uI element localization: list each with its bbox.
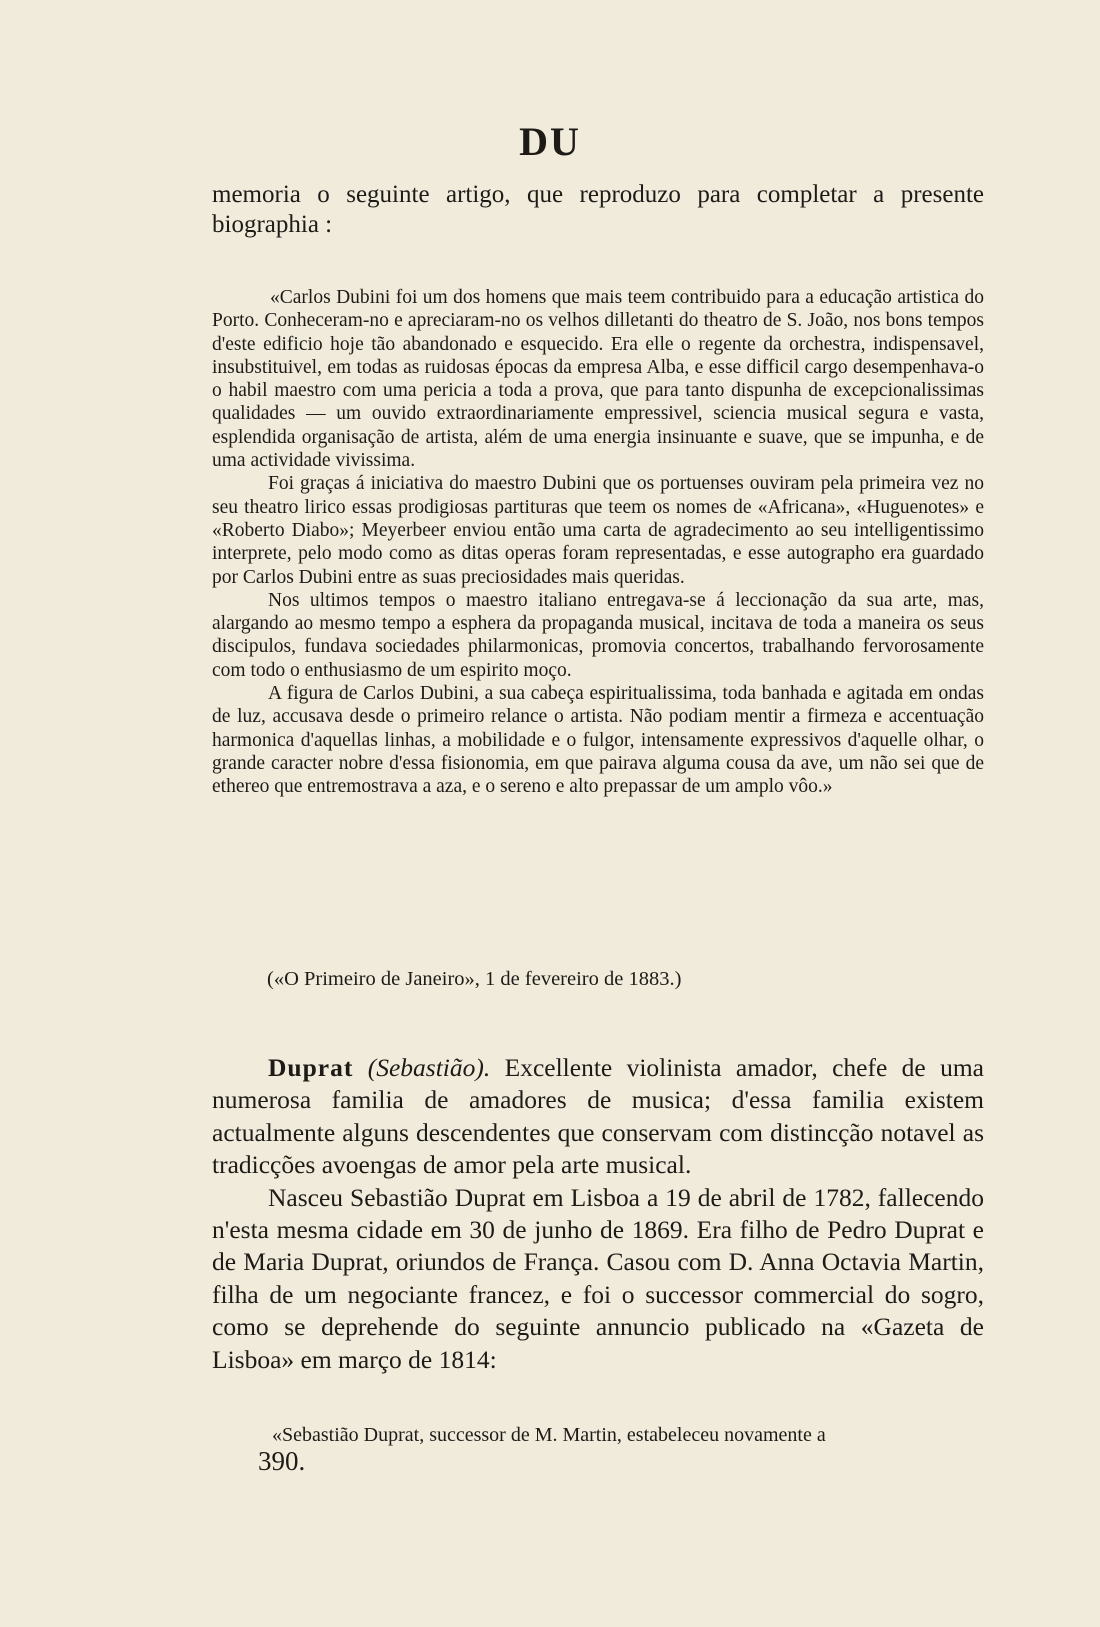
quote-paragraph-1: «Carlos Dubini foi um dos homens que mais teem contribuido para a educação artistica do Porto. Conheceram-no e apreciaram-no os velhos dilletanti do theatro de S. João, nos bons tempos d'este edificio hoje tão abandonado e esquecido. Era elle o regente da orchestra, indispensavel, insubstituivel, em todas as ruidosas épocas da empresa Alba, e esse difficil cargo desempenhava-o o habil maestro com uma pericia a toda a prova, que para tanto dispunha de excepcionalissimas qualidades — um ouvido extraordinariamente empressivel, sciencia musical segura e vasta, esplendida organisação de artista, além de uma energia insinuante e suave, que se impunha, e de uma actividade vivissima. bbox=[212, 287, 984, 472]
source-citation: («O Primeiro de Janeiro», 1 de fevereiro de 1883.) bbox=[267, 968, 682, 990]
dictionary-entry bbox=[212, 1052, 984, 1376]
quote-paragraph-3: Nos ultimos tempos o maestro italiano entregava-se á leccionação da sua arte, mas, alargando ao mesmo tempo a esphera da propaganda musical, incitava de toda a maneira os seus discipulos, fundava sociedades philarmonicas, promovia concertos, trabalhando fervorosamente com todo o enthusiasmo de um espirito moço. bbox=[212, 589, 984, 681]
entry-paragraph-1 bbox=[212, 1052, 984, 1182]
entry-text: Excellente violinista amador, chefe de uma numerosa familia de amadores de musica; d'essa familia existem actualmente alguns descendentes que conservam com distincção notavel as tradicções avoengas de amor pela arte musical. bbox=[212, 1053, 984, 1180]
announcement-quote: «Sebastião Duprat, successor de M. Martin, estabeleceu novamente a bbox=[272, 1424, 826, 1446]
intro-paragraph bbox=[212, 180, 984, 240]
quoted-article bbox=[212, 286, 984, 799]
quote-paragraph-2: Foi graças á iniciativa do maestro Dubini que os portuenses ouviram pela primeira vez no seu theatro lirico essas prodigiosas partituras que teem os nomes de «Africana», «Huguenotes» e «Roberto Diabo»; Meyerbeer enviou então uma carta de agradecimento ao seu intelligentissimo interprete, pelo modo como as ditas operas foram representadas, e esse autographo era guardado por Carlos Dubini entre as suas preciosidades mais queridas. bbox=[212, 473, 984, 588]
running-header: DU bbox=[519, 119, 581, 164]
page-number: 390. bbox=[258, 1446, 306, 1476]
quote-paragraph-4: A figura de Carlos Dubini, a sua cabeça espiritualissima, toda banhada e agitada em ondas de luz, accusava desde o primeiro relance o artista. Não podiam mentir a firmeza e accentuação harmonica d'aquellas linhas, a mobilidade e o fulgor, intensamente expressivos d'aquelle olhar, o grande caracter nobre d'essa fisionomia, em que pairava alguma cousa da ave, um não sei que de ethereo que entremostrava a aza, e o sereno e alto prepassar de um amplo vôo.» bbox=[212, 683, 984, 798]
entry-subname: (Sebastião). bbox=[367, 1053, 491, 1082]
entry-headword: Duprat bbox=[268, 1053, 354, 1082]
entry-paragraph-2: Nasceu Sebastião Duprat em Lisboa a 19 de abril de 1782, fallecendo n'esta mesma cidade em 30 de junho de 1869. Era filho de Pedro Duprat e de Maria Duprat, oriundos de França. Casou com D. Anna Octavia Martin, filha de um negociante francez, e foi o successor commercial do sogro, como se deprehende do seguinte annuncio publicado na «Gazeta de Lisboa» em março de 1814: bbox=[212, 1182, 984, 1374]
intro-text: memoria o seguinte artigo, que reproduzo para completar a presente biographia : bbox=[212, 181, 984, 238]
